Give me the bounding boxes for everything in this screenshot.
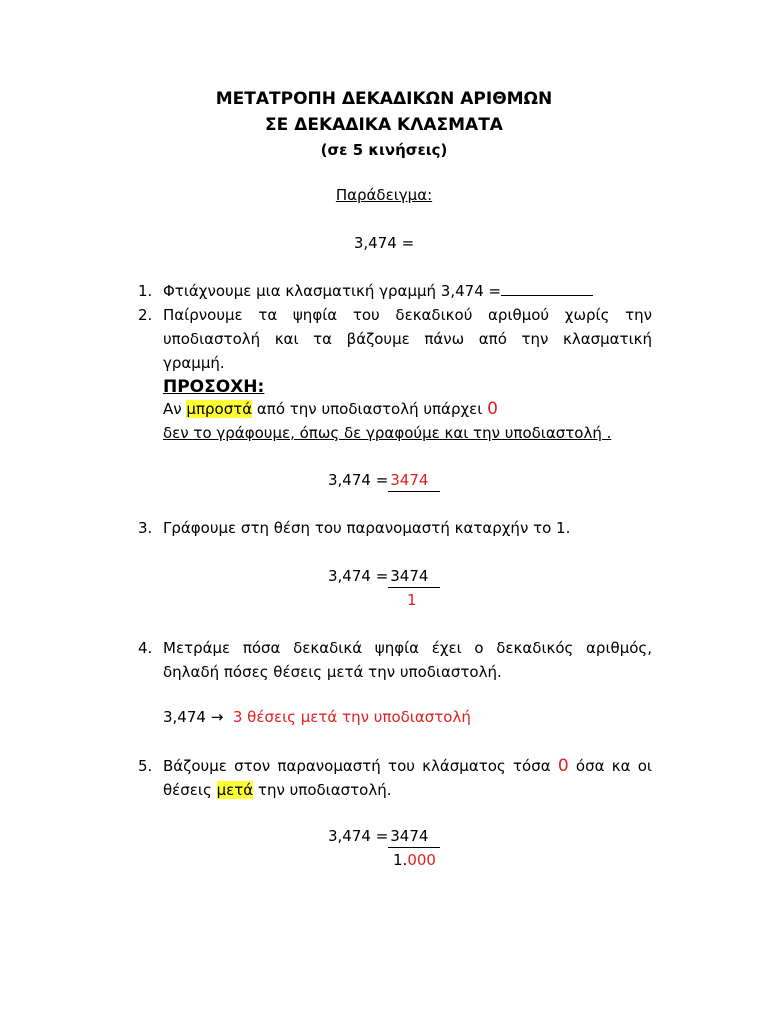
step-1-text <box>163 280 593 302</box>
decimal-places-text: 3 θέσεις μετά την υποδιαστολή <box>232 708 471 726</box>
title-line-1: ΜΕΤΑΤΡΟΠΗ ΔΕΚΑΔΙΚΩΝ ΑΡΙΘΜΩΝ <box>215 89 553 109</box>
step-5-highlight-after: μετά <box>216 781 254 799</box>
example-expression: 3,474 = <box>353 234 415 252</box>
title-line-3: (σε 5 κινήσεις) <box>320 141 448 159</box>
fraction-4-denominator-one: 1. <box>393 851 408 869</box>
decimal-places-lhs: 3,474 <box>163 708 206 726</box>
step-2-line-2: υποδιαστολή και τα βάζουμε πάνω από την κλασματική <box>163 330 652 348</box>
fraction-2-denominator: 1 <box>407 591 417 609</box>
step-4-line-2: δηλαδή πόσες θέσεις μετά την υποδιαστολή. <box>163 663 502 681</box>
fraction-2-lhs: 3,474 = <box>327 567 389 585</box>
fraction-line-blank <box>501 281 593 296</box>
step-1-number: 1. <box>138 282 153 300</box>
step-3-number: 3. <box>138 519 153 537</box>
fraction-1-numerator <box>388 469 440 492</box>
note-zero: 0 <box>487 399 498 419</box>
fraction-4-denominator <box>393 849 436 871</box>
fraction-4-denominator-zeros: 000 <box>407 851 436 869</box>
fraction-4-numerator <box>388 825 440 848</box>
note-heading <box>163 376 264 398</box>
fraction-2 <box>0 565 768 588</box>
fraction-1-numerator-value: 3474 <box>390 471 429 489</box>
step-2-number: 2. <box>138 306 153 324</box>
step-5-line-2 <box>163 779 392 801</box>
fraction-4 <box>0 825 768 848</box>
step-5-line-2-start: θέσεις <box>163 781 212 799</box>
step-2-line-1: Παίρνουμε τα ψηφία του δεκαδικού αριθμού χωρίς την <box>163 306 652 324</box>
fraction-4-numerator-value: 3474 <box>390 827 429 845</box>
title-line-2: ΣΕ ΔΕΚΑΔΙΚΑ ΚΛΑΣΜΑΤΑ <box>265 115 503 135</box>
fraction-2-numerator <box>388 565 440 588</box>
step-5-zero: 0 <box>557 756 569 776</box>
step-5-line-1-start: Βάζουμε στον παρανομαστή του κλάσματος τόσα <box>163 757 551 775</box>
decimal-places-line <box>163 706 471 728</box>
step-5-line-2-end: την υποδιαστολή. <box>257 781 392 799</box>
fraction-1-lhs: 3,474 = <box>327 471 389 489</box>
note-line-1 <box>163 398 498 420</box>
note-line-2: δεν το γράφουμε, όπως δε γραφούμε και την υποδιαστολή . <box>163 424 612 442</box>
note-highlight-before: μπροστά <box>186 400 253 418</box>
step-5-number: 5. <box>138 757 153 775</box>
step-4-number: 4. <box>138 639 153 657</box>
note-line-1-start: Αν <box>163 400 182 418</box>
step-3-text: Γράφουμε στη θέση του παρανομαστή καταρχήν το 1. <box>163 519 571 537</box>
arrow-right-icon: → <box>210 708 224 726</box>
fraction-4-lhs: 3,474 = <box>327 827 389 845</box>
step-4-line-1: Μετράμε πόσα δεκαδικά ψηφία έχει ο δεκαδικός αριθμός, <box>163 639 652 657</box>
note-line-1-mid: από την υποδιαστολή υπάρχει <box>256 400 483 418</box>
fraction-1 <box>0 469 768 492</box>
fraction-2-numerator-value: 3474 <box>390 567 429 585</box>
example-label: Παράδειγμα: <box>335 186 433 204</box>
note-heading-text: ΠΡΟΣΟΧΗ: <box>163 377 265 397</box>
step-1-label: Φτιάχνουμε μια κλασματική γραμμή 3,474 = <box>163 282 502 300</box>
step-5-line-1 <box>163 755 652 777</box>
step-2-line-3: γραμμή. <box>163 354 225 372</box>
step-5-line-1-end: όσα κα οι <box>575 757 652 775</box>
